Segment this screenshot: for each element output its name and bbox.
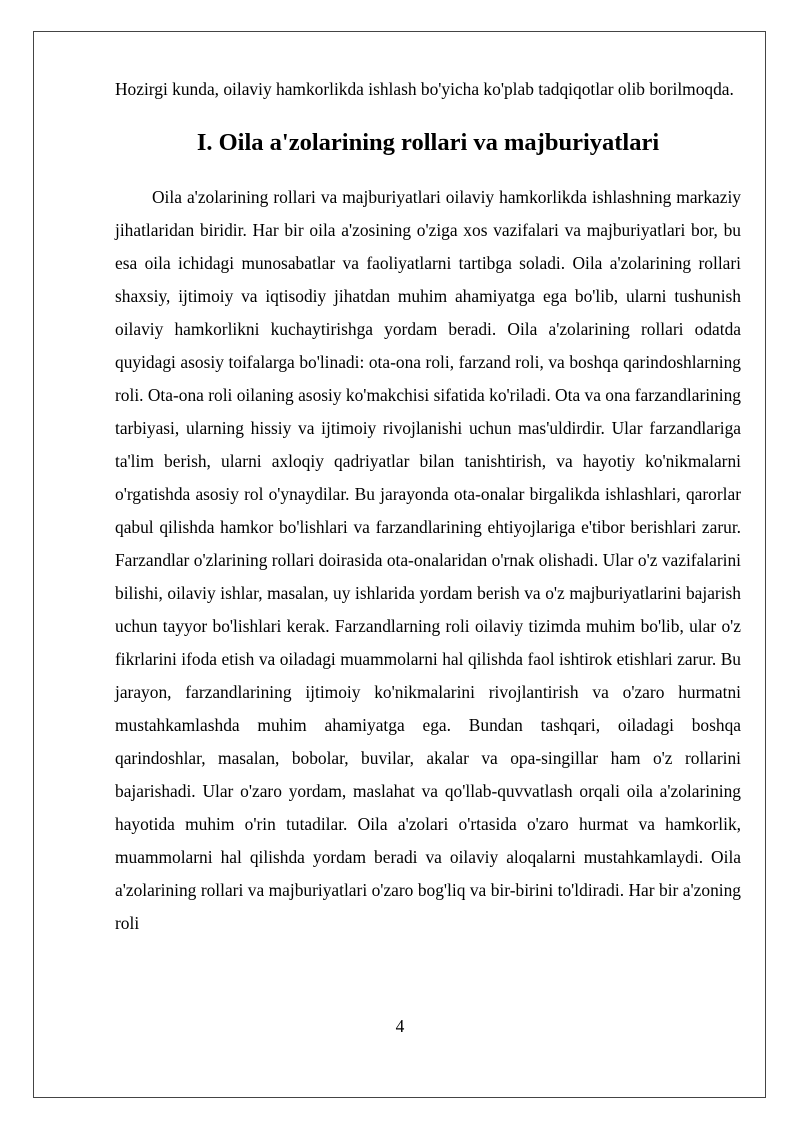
page-number: 4 — [395, 1016, 405, 1036]
page-content — [115, 73, 741, 940]
body-paragraph: Oila a'zolarining rollari va majburiyatlari oilaviy hamkorlikda ishlashning markaziy jihatlaridan biridir. Har bir oila a'zosining o'ziga xos vazifalari va majburiyatlari bor, bu esa oila ichidagi munosabatlar va faoliyatlarni tartibga soladi. Oila a'zolarining rollari shaxsiy, ijtimoiy va iqtisodiy jihatdan muhim ahamiyatga ega bo'lib, ularni tushunish oilaviy hamkorlikni kuchaytirishga yordam beradi. Oila a'zolarining rollari odatda quyidagi asosiy toifalarga bo'linadi: ota-ona roli, farzand roli, va boshqa qarindoshlarning roli. Ota-ona roli oilaning asosiy ko'makchisi sifatida ko'riladi. Ota va ona farzandlarining tarbiyasi, ularning hissiy va ijtimoiy rivojlanishi uchun mas'uldirdir. Ular farzandlariga ta'lim berish, ularni axloqiy qadriyatlar bilan tanishtirish, va hayotiy ko'nikmalarni o'rgatishda asosiy rol o'ynaydilar. Bu jarayonda ota-onalar birgalikda ishlashlari, qarorlar qabul qilishda hamkor bo'lishlari va farzandlarining ehtiyojlariga e'tibor berishlari zarur. Farzandlar o'zlarining rollari doirasida ota-onalaridan o'rnak olishadi. Ular o'z vazifalarini bilishi, oilaviy ishlar, masalan, uy ishlarida yordam berish va o'z majburiyatlarini bajarish uchun tayyor bo'lishlari kerak. Farzandlarning roli oilaviy tizimda muhim bo'lib, ular o'z fikrlarini ifoda etish va oiladagi muammolarni hal qilishda faol ishtirok etishlari zarur. Bu jarayon, farzandlarining ijtimoiy ko'nikmalarini rivojlantirish va o'zaro hurmatni mustahkamlashda muhim ahamiyatga ega. Bundan tashqari, oiladagi boshqa qarindoshlar, masalan, bobolar, buvilar, akalar va opa-singillar ham o'z rollarini bajarishadi. Ular o'zaro yordam, maslahat va qo'llab-quvvatlash orqali oila a'zolarining hayotida muhim o'rin tutadilar. Oila a'zolari o'rtasida o'zaro hurmat va hamkorlik, muammolarni hal qilishda yordam beradi va oilaviy aloqalarni mustahkamlaydi. Oila a'zolarining rollari va majburiyatlari o'zaro bog'liq va bir-birini to'ldiradi. Har bir a'zoning roli — [115, 187, 741, 933]
section-heading: I. Oila a'zolarining rollari va majburiyatlari — [196, 129, 660, 156]
intro-paragraph: Hozirgi kunda, oilaviy hamkorlikda ishlash bo'yicha ko'plab tadqiqotlar olib borilmoqda. — [115, 79, 734, 99]
